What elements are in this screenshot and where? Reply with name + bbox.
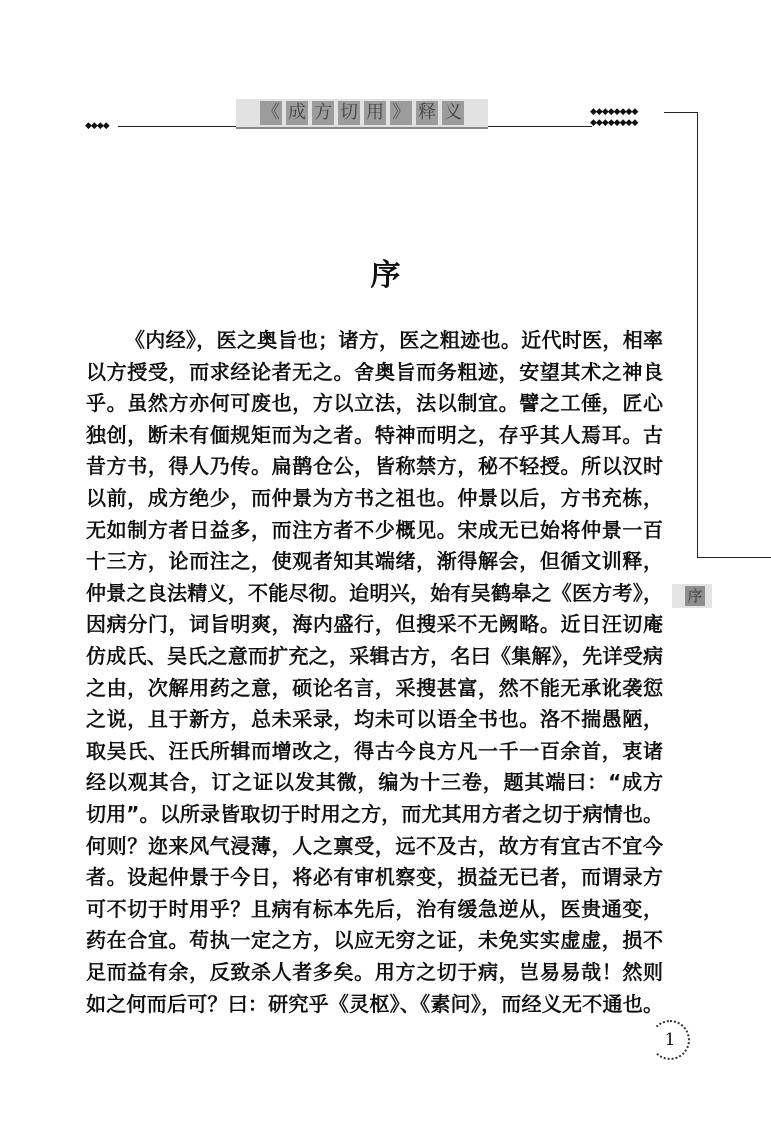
text-line: 足而益有余，反致杀人者多矣。用方之切于病，岂易易哉！然则 [86,960,663,984]
header-rule-left [118,126,236,127]
text-line: 无如制方者日益多，而注方者不少概见。宋成无已始将仲景一百 [86,517,663,542]
text-line: 十三方，论而注之，使观者知其端绪，渐得解会，但循文训释， [86,549,663,574]
text-line: 之说，且于新方，总未采录，均未可以语全书也。洛不揣愚陋， [86,707,663,732]
frame-rule-vertical [697,112,698,558]
running-title-char: 《 [262,102,280,123]
text-line: 以方授受，而求经论者无之。舍奥旨而务粗迹，安望其术之神良 [86,359,663,384]
frame-rule-bottom [697,557,771,558]
text-line: 可不切于时用乎？且病有标本先后，治有缓急逆从，医贵通变， [86,896,663,921]
text-line: 如之何而后可？曰：研究乎《灵枢》、《素问》，而经义无不通也。 [86,991,663,1016]
text-line: 以前，成方绝少，而仲景为方书之祖也。仲景以后，方书充栋， [86,486,663,510]
side-tab-label: 序 [685,586,705,606]
running-title-char: 义 [444,102,462,123]
running-title-char: 用 [366,102,384,123]
text-line: 乎。虽然方亦何可废也，方以立法，法以制宜。譬之工倕，匠心 [86,391,663,416]
running-title-char: 成 [288,102,306,123]
frame-rule-top [664,112,698,113]
text-line: 之由，次解用药之意，硕论名言，采搜甚富，然不能无承讹袭愆 [86,675,663,700]
text-line: 药在合宜。苟执一定之方，以应无穷之证，未免实实虚虚，损不 [86,928,663,953]
running-title [236,99,488,129]
running-title-char: 释 [418,102,436,123]
text-line: 昔方书，得人乃传。扁鹊仓公，皆称禁方，秘不轻授。所以汉时 [86,454,663,479]
page-number: 1 [650,1020,690,1060]
text-line: 仿成氏、吴氏之意而扩充之，采辑古方，名曰《集解》，先详受病 [86,644,663,668]
side-tab [672,584,712,608]
text-line: 因病分门，词旨明爽，海内盛行，但搜采不无阙略。近日汪讱庵 [86,612,663,637]
text-line: 《内经》，医之奥旨也；诸方，医之粗迹也。近代时医，相率 [125,328,663,352]
text-line: 者。设起仲景于今日，将必有审机察变，损益无已者，而谓录方 [86,865,663,890]
page-heading: 序 [370,258,401,293]
text-line: 独创，断未有偭规矩而为之者。特神而明之，存乎其人焉耳。古 [86,422,663,447]
text-line: 何则？迩来风气浸薄，人之禀受，远不及古，故方有宜古不宜今 [86,833,663,858]
running-title-char: 切 [340,102,358,123]
right-ornament-bottom: ◆◆◆◆◆◆◆◆ [590,118,638,128]
running-title-char: 》 [392,102,410,123]
text-line: 经以观其合，订之证以发其微，编为十三卷，题其端曰：“成方 [86,770,663,795]
text-line: 取吴氏、汪氏所辑而增改之，得古今良方凡一千一百余首，衷诸 [86,738,663,763]
running-title-char: 方 [314,102,332,123]
text-line: 切用”。以所录皆取切于时用之方，而尤其用方者之切于病情也。 [86,802,663,826]
right-ornament-top: ◆◆◆◆◆◆◆◆ [590,107,638,117]
header-rule-right [488,126,592,127]
left-ornament: ◆◆◆◆ [85,121,109,131]
text-line: 仲景之良法精义，不能尽彻。迨明兴，始有吴鹤皋之《医方考》， [86,580,663,605]
